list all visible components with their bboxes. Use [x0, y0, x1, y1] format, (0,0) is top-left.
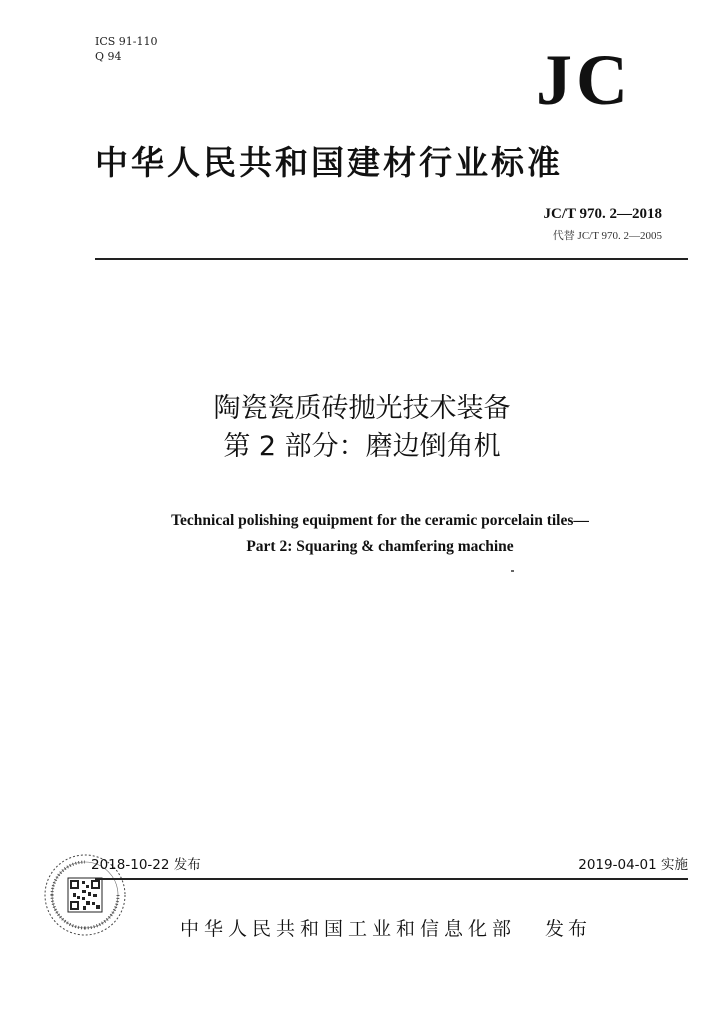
- industry-standard-title: 中华人民共和国建材行业标准: [95, 143, 563, 182]
- classification-codes: [95, 34, 158, 64]
- implementation-date: 2019-04-01 实施: [578, 857, 688, 873]
- bottom-divider: [95, 878, 688, 880]
- english-title: [0, 508, 724, 560]
- publish-label: 发布: [545, 918, 592, 940]
- issue-date: 2018-10-22 发布: [91, 857, 201, 873]
- chinese-title-line-2: 第 2 部分：磨边倒角机: [223, 431, 501, 462]
- publisher-name: 中华人民共和国工业和信息化部: [180, 918, 517, 940]
- standard-number: JC/T 970. 2—2018: [543, 206, 662, 222]
- ccs-code: Q 94: [95, 50, 122, 63]
- english-title-line-1: Technical polishing equipment for the ceramic porcelain tiles—: [171, 512, 589, 529]
- chinese-title-line-1: 陶瓷瓷质砖抛光技术装备: [213, 393, 511, 424]
- ics-code: ICS 91-110: [95, 35, 158, 48]
- stray-mark: [511, 570, 514, 572]
- replaces-standard: 代替 JC/T 970. 2—2005: [552, 230, 662, 242]
- top-divider: [95, 258, 688, 260]
- jc-logo: JC: [536, 40, 632, 120]
- english-title-line-2: Part 2: Squaring & chamfering machine: [246, 538, 514, 555]
- chinese-title: [0, 390, 724, 466]
